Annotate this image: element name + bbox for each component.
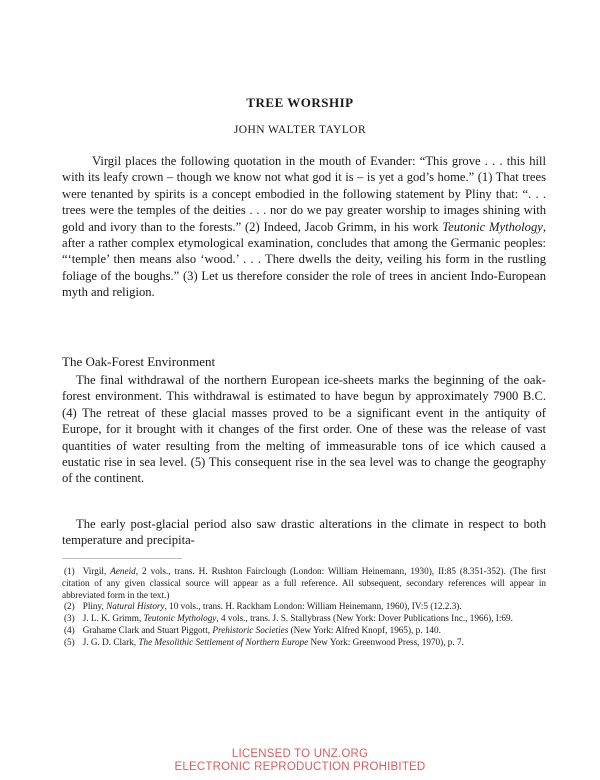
- intro-italic-title: Teutonic Mythology: [442, 219, 543, 234]
- footnote-text: J. G. D. Clark,: [82, 636, 139, 647]
- footnote-italic: Teutonic Mythology: [143, 613, 217, 624]
- section-heading: The Oak-Forest Environment: [62, 354, 216, 369]
- footnote-italic: Prehistoric Societies: [212, 624, 289, 635]
- footnote-text: Virgil,: [82, 566, 111, 576]
- footnote-item: [62, 637, 546, 649]
- footnote-number: (2): [64, 601, 75, 612]
- footnotes-list: [62, 566, 546, 649]
- footnote-italic: The Mesolithic Settlement of Northern Europe: [138, 636, 309, 647]
- footnote-text: Pliny,: [82, 601, 107, 612]
- footnote-text: (New York: Alfred Knopf, 1965), p. 140.: [288, 624, 441, 635]
- footnote-item: [62, 566, 546, 601]
- footnote-item: [62, 625, 546, 637]
- article-author: JOHN WALTER TAYLOR: [233, 124, 367, 136]
- footnote-item: [62, 613, 546, 625]
- footnote-text: Grahame Clark and Stuart Piggott,: [82, 624, 213, 635]
- footnote-italic: Aeneid: [110, 566, 136, 576]
- footnote-number: (1): [64, 566, 75, 576]
- article-title: TREE WORSHIP: [246, 95, 354, 110]
- footnote-text: New York: Greenwood Press, 1970), p. 7.: [308, 636, 464, 647]
- section-paragraph-2: The early post-glacial period also saw drastic alterations in the climate in respect to both temperature and precipita-: [62, 517, 546, 548]
- footnote-text: , 10 vols., trans. H. Rackham London: William Heinemann, 1960), IV:5 (12.2.3).: [164, 601, 462, 612]
- intro-text-b: , after a rather complex etymological examination, concludes that among the Germanic peoples: “‘temple’ then means also ‘wood.’ . . . There dwells the deity, veiling his form in the rustling foliage of the boughs.” (3) Let us therefore consider the role of trees in ancient Indo-European myth and religion.: [62, 219, 546, 300]
- footnote-text: J. L. K. Grimm,: [82, 613, 144, 624]
- license-line-1: LICENSED TO UNZ.ORG: [231, 748, 369, 760]
- footnote-italic: Natural History: [106, 601, 165, 612]
- intro-text-a: Virgil places the following quotation in the mouth of Evander: “This grove . . . this hill with its leafy crown – though we know not what god it is – is yet a god’s home.” (1) That trees were tenanted by spirits is a concept embodied in the following statement by Pliny that: “. . . trees were the temples of the deities . . . nor do we pay greater worship to images shining with gold and ivory than to the forests.” (2) Indeed, Jacob Grimm, in his work: [62, 154, 546, 234]
- intro-paragraph: [62, 153, 546, 301]
- footnote-item: [62, 601, 546, 613]
- footnote-text: , 4 vols., trans. J. S. Stallybrass (New York: Dover Publications Inc., 1966), I:69.: [216, 613, 513, 624]
- footnote-number: (5): [64, 636, 75, 647]
- footnote-text: , 2 vols., trans. H. Rushton Fairclough (London: William Heinemann, 1930), II:85 (8.351-352). (The first citation of any given classical source will appear as a full reference. All subsequent, secondary references will appear in abbreviated form in the text.): [62, 566, 546, 600]
- footnote-number: (3): [64, 613, 75, 624]
- section-paragraph-1: The final withdrawal of the northern European ice-sheets marks the beginning of the oak-forest environment. This withdrawal is estimated to have begun by approximately 7900 B.C. (4) The retreat of these glacial masses proved to be a significant event in the antiquity of Europe, for it brought with it changes of the first order. One of these was the release of vast quantities of water resulting from the melting of immeasurable tons of ice which caused a eustatic rise in sea level. (5) This consequent rise in the sea level was to change the geography of the continent.: [62, 373, 546, 486]
- footnote-divider: [62, 558, 182, 559]
- license-watermark: [0, 748, 600, 774]
- license-line-2: ELECTRONIC REPRODUCTION PROHIBITED: [174, 761, 426, 773]
- footnote-number: (4): [64, 624, 75, 635]
